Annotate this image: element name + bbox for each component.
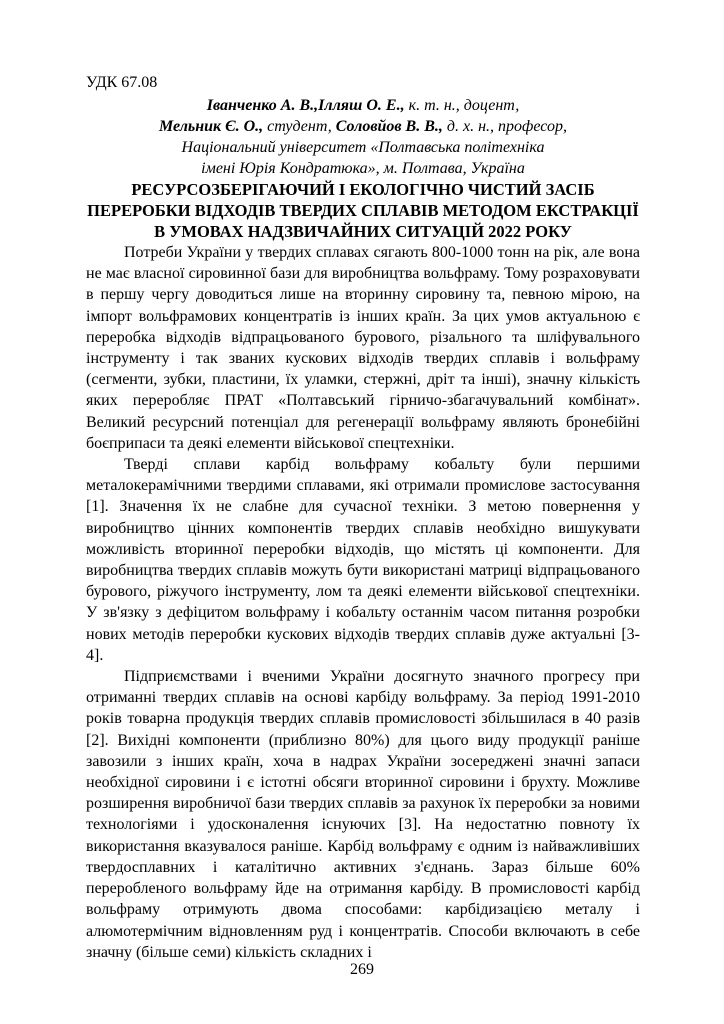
- affiliation-line-1: Національний університет «Полтавська політехніка: [181, 139, 545, 156]
- author-line-2: [86, 116, 640, 137]
- author-degrees-1: к. т. н., доцент,: [408, 97, 520, 114]
- affiliation-line-2: імені Юрія Кондратюка», м. Полтава, Україна: [201, 160, 525, 177]
- authors-block: [86, 95, 640, 179]
- paper-body: [86, 242, 640, 963]
- paragraph-2: Тверді сплави карбід вольфраму кобальту були першими металокерамічними твердими сплавами, які отримали промислове застосування [1]. Значення їх не слабне для сучасної техніки. З метою повернення у виробництво цінних компонентів твердих сплавів необхідно вишукувати можливість вторинної переробки відходів, що містять ці компоненти. Для виробництва твердих сплавів можуть бути використані матриці відпрацьованого бурового, ріжучого інструменту, лом та деякі елементи військової спецтехніки. У зв'язку з дефіцитом вольфраму і кобальту останнім часом питання розробки нових методів переробки кускових відходів твердих сплавів дуже актуальні [3-4].: [86, 456, 640, 664]
- page-number: 269: [350, 961, 374, 978]
- udc-code: УДК 67.08: [86, 74, 158, 91]
- author-role-2b: д. х. н., професор,: [446, 118, 567, 135]
- author-name-2b: Соловйов В. В.,: [335, 118, 443, 135]
- paper-title: РЕСУРСОЗБЕРІГАЮЧИЙ І ЕКОЛОГІЧНО ЧИСТИЙ ЗАСІБ ПЕРЕРОБКИ ВІДХОДІВ ТВЕРДИХ СПЛАВІВ МЕТОДОМ ЕКСТРАКЦІЇ В УМОВАХ НАДЗВИЧАЙНИХ СИТУАЦІЙ 2022 РОКУ: [87, 180, 639, 241]
- author-line-1: [86, 95, 640, 116]
- paragraph-1: Потреби України у твердих сплавах сягають 800-1000 тонн на рік, але вона не має власної сировинної бази для виробництва вольфраму. Тому розраховувати в першу чергу доводиться лише на вторинну сировину та, певною мірою, на імпорт вольфрамових концентратів із інших країн. За цих умов актуальною є переробка відходів відпрацьованого бурового, різального та шліфувального інструменту і так званих кускових відходів твердих сплавів і вольфраму (сегменти, зубки, пластини, їх уламки, стержні, дріт та інші), значну кількість яких переробляє ПРАТ «Полтавський гірничо-збагачувальний комбінат». Великий ресурсний потенціал для регенерації вольфраму являють бронебійні боєприпаси та деякі елементи військової спецтехніки.: [86, 244, 640, 452]
- author-names-1: Іванченко А. В.,Ілляш О. Е.,: [206, 97, 405, 114]
- author-role-2a: студент,: [267, 118, 332, 135]
- author-name-2a: Мельник Є. О.,: [158, 118, 264, 135]
- paragraph-3: Підприємствами і вченими України досягнуто значного прогресу при отриманні твердих сплавів на основі карбіду вольфраму. За період 1991-2010 років товарна продукція твердих сплавів промисловості збільшилася в 40 разів [2]. Вихідні компоненти (приблизно 80%) для цього виду продукції раніше завозили з інших країн, хоча в надрах України зосереджені значні запаси необхідної сировини і є істотні обсяги вторинної сировини і брухту. Можливе розширення виробничої бази твердих сплавів за рахунок їх переробки за новими технологіями і удосконалення існуючих [3]. На недостатню повноту їх використання вказувалося раніше. Карбід вольфраму є одним із найважливіших твердосплавних і каталітично активних з'єднань. Зараз більше 60% переробленого вольфраму йде на отримання карбіду. В промисловості карбід вольфраму отримують двома способами: карбідизацією металу і алюмотермічним відновленням руд і концентратів. Способи включають в себе значну (більше семи) кількість складних і: [86, 668, 640, 961]
